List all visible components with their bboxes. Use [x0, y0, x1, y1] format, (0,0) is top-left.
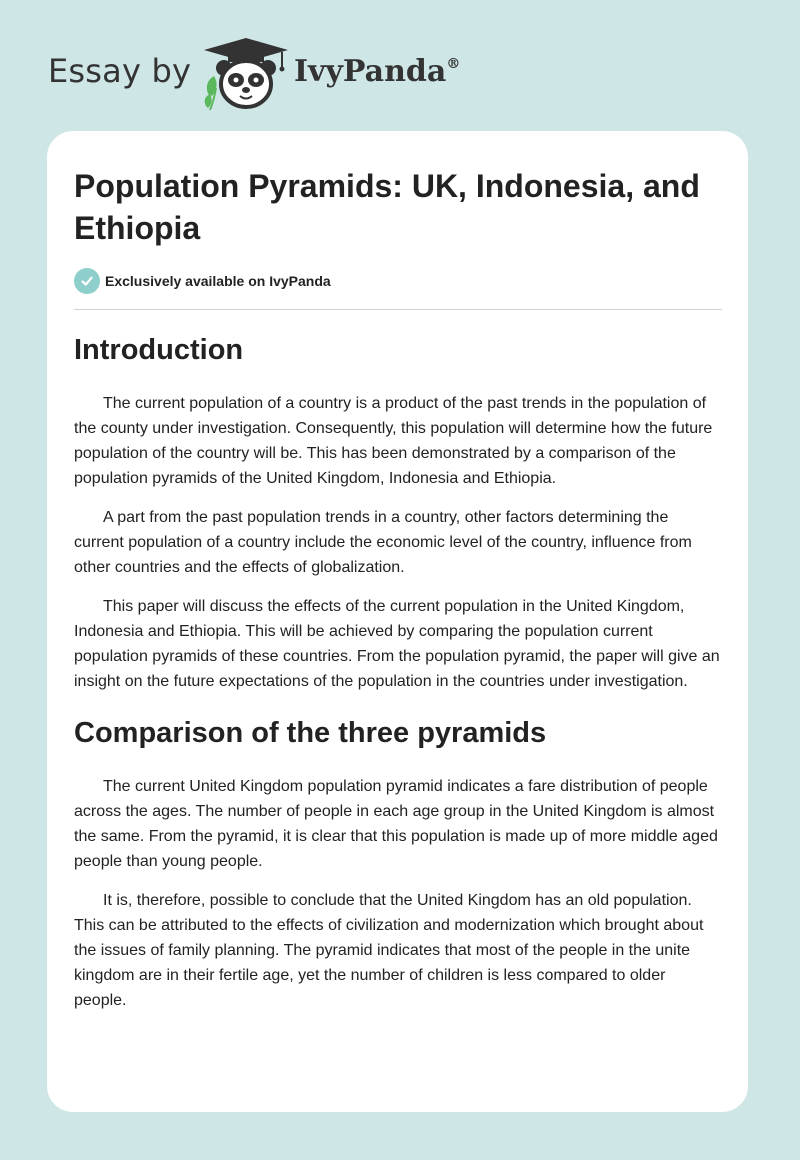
article-card: [47, 131, 748, 1112]
paragraph: It is, therefore, possible to conclude that the United Kingdom has an old population. This can be attributed to the effects of civilization and modernization which brought about the issues of family planning. The pyramid indicates that most of the people in the unite kingdom are in their fertile age, yet the number of children is less compared to older people.: [74, 892, 704, 1009]
exclusive-label: Exclusively available on IvyPanda: [105, 273, 331, 289]
divider: [74, 309, 722, 310]
exclusive-badge: [74, 267, 722, 295]
page-title: Population Pyramids: UK, Indonesia, and Ethiopia: [74, 168, 700, 246]
paragraph: This paper will discuss the effects of the current population in the United Kingdom, Indonesia and Ethiopia. This will be achieved by comparing the population current population pyramids of these countries. From the population pyramid, the paper will give an insight on the future expectations of the population in the countries under investigation.: [74, 598, 720, 690]
paragraph: The current population of a country is a product of the past trends in the population of the county under investigation. Consequently, this population will determine how the future population of the country will be. This has been demonstrated by a comparison of the population pyramids of the United Kingdom, Indonesia and Ethiopia.: [74, 395, 713, 487]
paragraph: A part from the past population trends in a country, other factors determining the current population of a country include the economic level of the country, influence from other countries and the effects of globalization.: [74, 509, 692, 576]
section-heading-introduction: Introduction: [74, 334, 244, 366]
panda-graduate-icon[interactable]: [202, 36, 290, 112]
section-heading-comparison: Comparison of the three pyramids: [74, 717, 547, 749]
brand-prefix: Essay by: [48, 52, 192, 90]
brand-header: [48, 34, 528, 114]
checkmark-icon: [74, 268, 100, 294]
brand-name[interactable]: IvyPanda®: [294, 54, 461, 89]
paragraph: The current United Kingdom population pyramid indicates a fare distribution of people across the ages. The number of people in each age group in the United Kingdom is almost the same. From the pyramid, it is clear that this population is made up of more middle aged people than young people.: [74, 778, 718, 870]
registered-mark: ®: [446, 56, 461, 72]
